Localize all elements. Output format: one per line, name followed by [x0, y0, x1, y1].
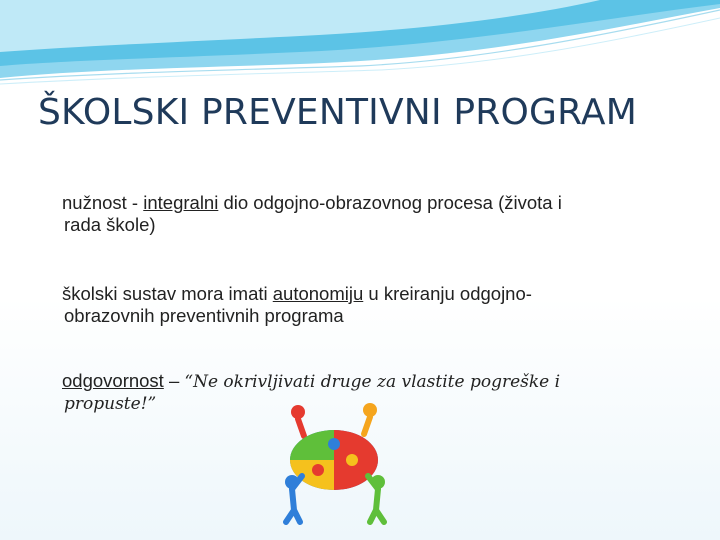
puzzle-team-icon	[278, 398, 394, 526]
bullet-necessity	[44, 192, 684, 236]
bullet-text: nužnost -	[62, 192, 144, 213]
bullet-continuation: rada škole)	[64, 214, 156, 235]
bullet-keyword: autonomiju	[272, 283, 364, 304]
bullet-autonomy	[44, 283, 684, 327]
bullet-keyword: integralni	[143, 192, 219, 213]
slide-title: ŠKOLSKI PREVENTIVNI PROGRAM	[38, 92, 637, 133]
bullet-quote-continuation: propuste!”	[64, 394, 157, 414]
bullet-dash: –	[163, 370, 185, 391]
bullet-text: u kreiranju odgojno-	[363, 283, 532, 304]
bullet-text: dio odgojno-obrazovnog procesa (života i	[218, 192, 562, 213]
top-wave-decoration	[0, 0, 720, 90]
bullet-quote: “Ne okrivljivati druge za vlastite pogreške i	[184, 372, 561, 392]
bullet-continuation: obrazovnih preventivnih programa	[64, 305, 344, 326]
bullet-text: školski sustav mora imati	[62, 283, 273, 304]
bullet-keyword: odgovornost	[62, 370, 164, 391]
